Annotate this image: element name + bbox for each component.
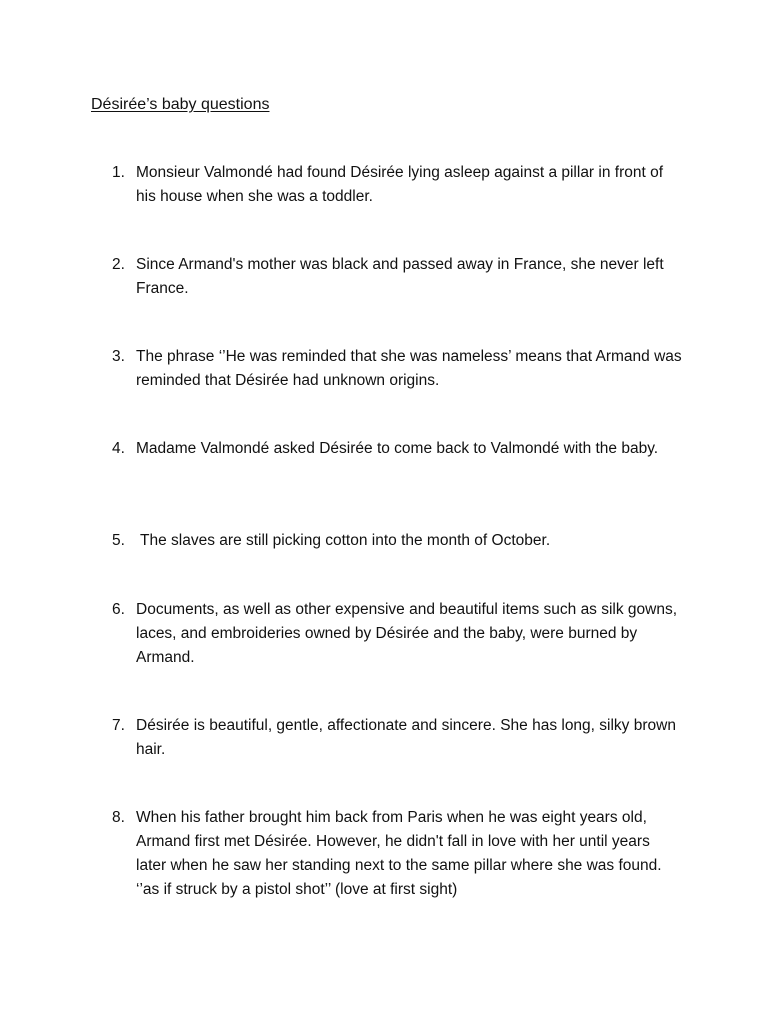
document-title: Désirée’s baby questions [91,96,270,113]
list-item-number: 5. [112,532,125,549]
list-item-number: 1. [112,164,125,181]
list-item-text: Madame Valmondé asked Désirée to come back to Valmondé with the baby. [136,440,659,457]
list-item [112,345,684,393]
list-item-text: When his father brought him back from Paris when he was eight years old, Armand first met Désirée. However, he didn't fall in love with her until years later when he saw her standing next to the same pillar where she was found. ‘’as if struck by a pistol shot’’ (love at first sight) [136,809,662,898]
list-item-number: 2. [112,256,125,273]
list-item-text: Monsieur Valmondé had found Désirée lying asleep against a pillar in front of his house when she was a toddler. [136,164,664,205]
list-item-text: Documents, as well as other expensive and beautiful items such as silk gowns, laces, and embroideries owned by Désirée and the baby, were burned by Armand. [136,601,678,666]
list-item [112,598,684,670]
list-item-text: The phrase ‘’He was reminded that she was nameless’ means that Armand was reminded that Désirée had unknown origins. [136,348,682,389]
list-item [112,437,684,461]
list-item [112,806,684,902]
list-item [112,714,684,762]
list-item-number: 6. [112,601,125,618]
list-item [112,253,684,301]
list-item [112,529,684,553]
list-item-number: 4. [112,440,125,457]
list-item-number: 7. [112,717,125,734]
list-item-text: Since Armand's mother was black and passed away in France, she never left France. [136,256,664,297]
list-item-text: Désirée is beautiful, gentle, affectionate and sincere. She has long, silky brown hair. [136,717,676,758]
list-item [112,161,684,209]
list-item-number: 3. [112,348,125,365]
list-item-number: 8. [112,809,125,826]
list-item-text: The slaves are still picking cotton into the month of October. [136,532,551,549]
